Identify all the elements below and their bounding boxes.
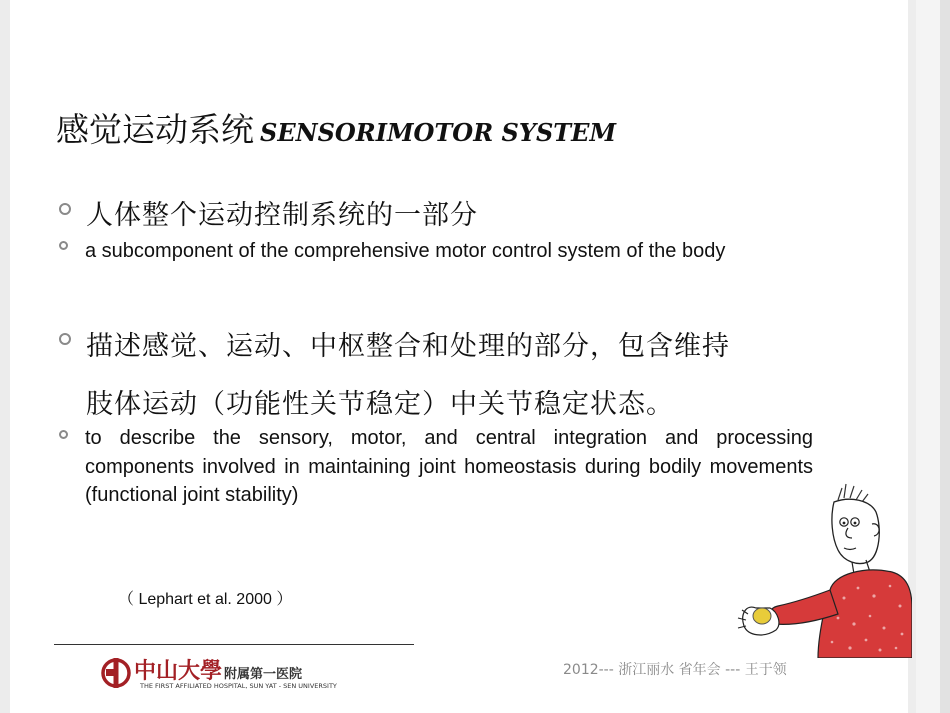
cartoon-figure-illustration [734, 478, 912, 658]
hospital-logo [100, 654, 350, 694]
slide-left-edge [0, 0, 10, 713]
citation: （ Lephart et al. 2000 ） [118, 591, 293, 608]
slide-title [56, 104, 616, 151]
bullet-marker [59, 203, 71, 215]
bullet-cn-2-line1: 描述感觉、运动、中枢整合和处理的部分，包含维持 [86, 331, 730, 362]
footer-text: 2012--- 浙江丽水 省年会 --- 王于领 [563, 662, 787, 678]
footer-divider [54, 644, 414, 645]
bullet-cn-2-line2: 肢体运动（功能性关节稳定）中关节稳定状态。 [86, 389, 674, 420]
hospital-logo-icon [100, 656, 132, 690]
slide-title-cn: 感觉运动系统 [56, 110, 254, 149]
bullet-marker [59, 333, 71, 345]
slide-scrollbar-track[interactable] [940, 0, 950, 713]
bullet-en-1: a subcomponent of the comprehensive motor control system of the body [85, 240, 726, 262]
slide-title-en: SENSORIMOTOR SYSTEM [260, 118, 617, 147]
hospital-logo-name-cn: 中山大學 [134, 658, 223, 684]
hospital-logo-name [134, 654, 302, 685]
bullet-cn-1: 人体整个运动控制系统的一部分 [86, 200, 478, 231]
bullet-marker [59, 241, 68, 250]
bullet-marker [59, 430, 68, 439]
bullet-en-2: to describe the sensory, motor, and central integration and processing components involved in maintaining joint homeostasis during bodily movements (functional joint stability) [85, 427, 813, 506]
hospital-logo-sub: 附属第一医院 [224, 667, 303, 682]
hospital-logo-english: THE FIRST AFFILIATED HOSPITAL, SUN YAT - SEN UNIVERSITY [140, 682, 337, 690]
